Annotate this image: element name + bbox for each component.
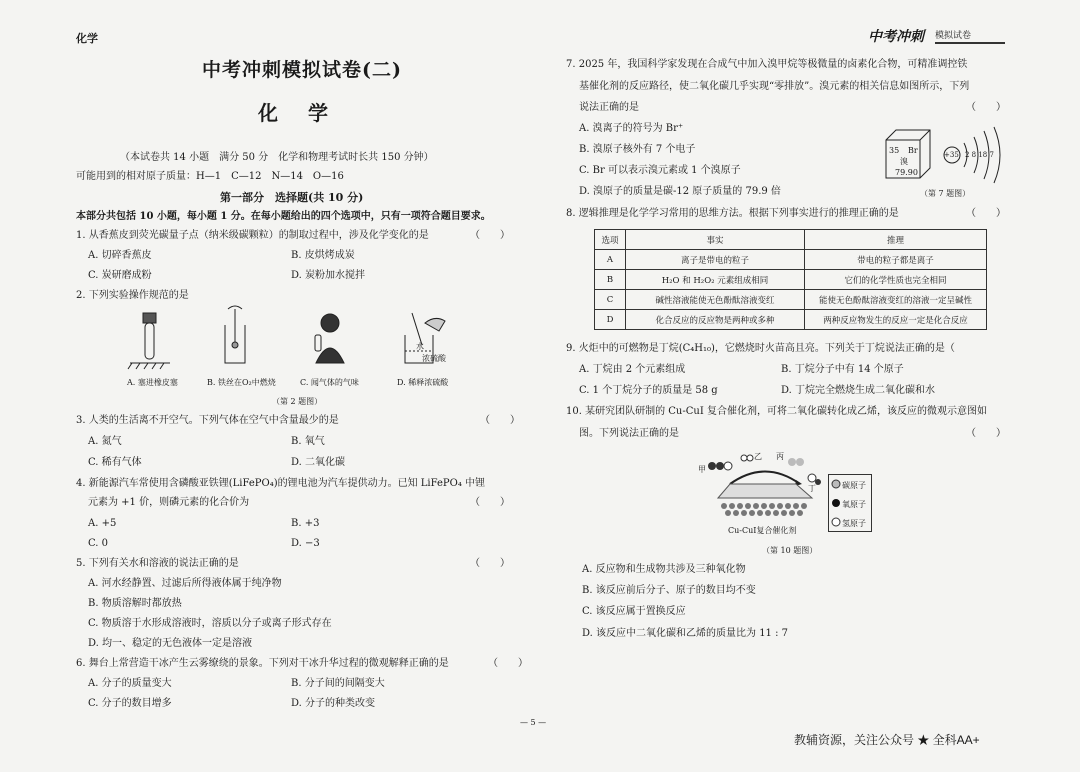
q8-table xyxy=(594,229,987,330)
q3-blank: （ ） xyxy=(480,415,520,426)
q5-option-a: A. 河水经静置、过滤后所得液体属于纯净物 xyxy=(88,578,282,589)
q2-acid-label: 浓硫酸 xyxy=(422,354,446,363)
q9-option-a: A. 丁烷由 2 个元素组成 xyxy=(579,364,686,375)
catalyst-label: Cu-CuI复合催化剂 xyxy=(728,526,797,535)
q2-water-label: 水 xyxy=(416,342,424,351)
brand-logo: 中考冲刺 xyxy=(868,29,924,45)
el-mass: 79.90 xyxy=(895,168,918,177)
q10-option-c: C. 该反应属于置换反应 xyxy=(582,606,686,617)
q10-stem2: 图。下列说法正确的是 xyxy=(579,428,679,439)
table-cell: 能使无色酚酞溶液变红的溶液一定呈碱性 xyxy=(805,290,987,310)
legend-icons xyxy=(830,478,842,530)
part1-heading: 第一部分 选择题(共 10 分) xyxy=(220,191,364,204)
q9-option-c: C. 1 个丁烷分子的质量是 58 g xyxy=(579,385,718,396)
q7-blank: （ ） xyxy=(966,102,1006,113)
el-symbol: Br xyxy=(908,146,918,155)
q10-reaction-diagram xyxy=(700,448,825,523)
q10-blank: （ ） xyxy=(966,428,1006,439)
q10-stem: 10. 某研究团队研制的 Cu-CuI 复合催化剂，可将二氧化碳转化成乙烯，该反应的微观示意图如 xyxy=(566,406,987,417)
label-ding: 丁 xyxy=(808,484,816,493)
q1-option-d: D. 炭粉加水搅拌 xyxy=(291,270,366,281)
q4-option-c: C. 0 xyxy=(88,538,109,549)
q7-option-c: C. Br 可以表示溴元素或 1 个溴原子 xyxy=(579,165,741,176)
page-subtitle: 化学 xyxy=(258,101,358,125)
table-header: 选项 xyxy=(595,230,626,250)
table-cell: 化合反应的反应物是两种或多种 xyxy=(626,310,805,330)
table-cell: H₂O 和 H₂O₂ 元素组成相同 xyxy=(626,270,805,290)
table-row xyxy=(595,270,987,290)
q4-option-b: B. +3 xyxy=(291,518,320,529)
q2-option-b: B. 铁丝在O₂中燃烧 xyxy=(207,378,276,387)
page-number: — 5 — xyxy=(520,718,547,727)
table-header: 推理 xyxy=(805,230,987,250)
q3-option-b: B. 氧气 xyxy=(291,436,325,447)
q6-blank: （ ） xyxy=(488,658,528,669)
legend-oxygen: 氧原子 xyxy=(842,500,866,509)
q6-option-c: C. 分子的数目增多 xyxy=(88,698,172,709)
table-cell: B xyxy=(595,270,626,290)
table-header-row xyxy=(595,230,987,250)
atom-shells: 2 8 18 7 xyxy=(965,151,994,159)
q3-stem: 3. 人类的生活离不开空气。下列气体在空气中含量最少的是 xyxy=(76,415,339,426)
part1-desc: 本部分共包括 10 小题，每小题 1 分。在每小题给出的四个选项中，只有一项符合题目要求。 xyxy=(76,211,491,222)
q8-blank: （ ） xyxy=(966,208,1006,219)
exam-info: （本试卷共 14 小题 满分 50 分 化学和物理考试时长共 150 分钟） xyxy=(120,152,434,163)
q7-stem3: 说法正确的是 xyxy=(579,102,639,113)
brand-sub-text: 模拟试卷 xyxy=(935,31,972,41)
q7-stem: 7. 2025 年，我国科学家发现在合成气中加入溴甲烷等极微量的卤素化合物，可精准调控铁 xyxy=(566,59,968,70)
label-jia: 甲 xyxy=(698,465,706,474)
q1-option-c: C. 炭研磨成粉 xyxy=(88,270,152,281)
q10-option-d: D. 该反应中二氧化碳和乙烯的质量比为 11 : 7 xyxy=(582,628,789,639)
q1-option-a: A. 切碎香蕉皮 xyxy=(88,250,152,261)
q4-option-d: D. −3 xyxy=(291,538,320,549)
table-cell: C xyxy=(595,290,626,310)
q10-option-a: A. 反应物和生成物共涉及三种氧化物 xyxy=(582,564,746,575)
label-yi: 乙 xyxy=(754,452,762,461)
atom-nucleus: +35 xyxy=(944,151,959,159)
q5-option-c: C. 物质溶于水形成溶液时，溶质以分子或离子形式存在 xyxy=(88,618,332,629)
q5-option-b: B. 物质溶解时都放热 xyxy=(88,598,182,609)
q3-option-c: C. 稀有气体 xyxy=(88,457,142,468)
q3-option-a: A. 氮气 xyxy=(88,436,122,447)
page-title: 中考冲刺模拟试卷(二) xyxy=(202,59,402,81)
el-number: 35 xyxy=(889,146,900,155)
q4-stem2: 元素为 +1 价，则磷元素的化合价为 xyxy=(88,497,250,508)
q3-option-d: D. 二氧化碳 xyxy=(291,457,346,468)
table-cell: A xyxy=(595,250,626,270)
q5-option-d: D. 均一、稳定的无色液体一定是溶液 xyxy=(88,638,253,649)
table-cell: 离子是带电的粒子 xyxy=(626,250,805,270)
q7-fig-caption: （第 7 题图） xyxy=(920,189,971,198)
q6-option-a: A. 分子的质量变大 xyxy=(88,678,172,689)
q2-stem: 2. 下列实验操作规范的是 xyxy=(76,290,189,301)
q1-stem: 1. 从香蕉皮到荧光碳量子点（纳米级碳颗粒）的制取过程中，涉及化学变化的是 xyxy=(76,230,429,241)
q10-option-b: B. 该反应前后分子、原子的数目均不变 xyxy=(582,585,756,596)
q2-option-a: A. 塞进橡皮塞 xyxy=(127,378,178,387)
q8-stem: 8. 逻辑推理是化学学习常用的思维方法。根据下列事实进行的推理正确的是 xyxy=(566,208,899,219)
table-cell: 两种反应物发生的反应一定是化合反应 xyxy=(805,310,987,330)
table-cell: 它们的化学性质也完全相同 xyxy=(805,270,987,290)
q9-stem: 9. 火炬中的可燃物是丁烷(C₄H₁₀)，它燃烧时火苗高且亮。下列关于丁烷说法正确的是（ xyxy=(566,343,955,354)
table-row xyxy=(595,310,987,330)
q4-stem: 4. 新能源汽车常使用含磷酸亚铁锂(LiFePO₄)的锂电池为汽车提供动力。已知 LiFePO₄ 中锂 xyxy=(76,478,486,489)
q9-option-d: D. 丁烷完全燃烧生成二氧化碳和水 xyxy=(781,385,936,396)
q1-blank: （ ） xyxy=(470,230,510,241)
table-cell: D xyxy=(595,310,626,330)
q6-option-d: D. 分子的种类改变 xyxy=(291,698,376,709)
q2-option-d: D. 稀释浓硫酸 xyxy=(397,378,449,387)
q7-option-b: B. 溴原子核外有 7 个电子 xyxy=(579,144,696,155)
q7-stem2: 基催化剂的反应路径，使二氧化碳几乎实现“零排放”。溴元素的相关信息如图所示，下列 xyxy=(579,81,970,92)
q4-option-a: A. +5 xyxy=(88,518,117,529)
q2-option-c: C. 闻气体的气味 xyxy=(300,378,359,387)
q7-option-d: D. 溴原子的质量是碳-12 原子质量的 79.9 倍 xyxy=(579,186,781,197)
table-row xyxy=(595,290,987,310)
q10-fig-caption: （第 10 题图） xyxy=(762,546,818,555)
q4-blank: （ ） xyxy=(470,497,510,508)
table-cell: 碱性溶液能使无色酚酞溶液变红 xyxy=(626,290,805,310)
table-header: 事实 xyxy=(626,230,805,250)
q1-option-b: B. 皮烘烤成炭 xyxy=(291,250,355,261)
table-cell: 带电的粒子都是离子 xyxy=(805,250,987,270)
q9-option-b: B. 丁烷分子中有 14 个原子 xyxy=(781,364,904,375)
q6-stem: 6. 舞台上常营造干冰产生云雾缭绕的景象。下列对干冰升华过程的微观解释正确的是 xyxy=(76,658,449,669)
label-bing: 丙 xyxy=(776,452,784,461)
q5-blank: （ ） xyxy=(470,558,510,569)
legend-hydrogen: 氢原子 xyxy=(842,519,866,528)
footer-watermark: 教辅资源，关注公众号 ★ 全科AA+ xyxy=(794,733,980,747)
table-row xyxy=(595,250,987,270)
legend-carbon: 碳原子 xyxy=(842,481,866,490)
q7-option-a: A. 溴离子的符号为 Br⁺ xyxy=(579,123,684,134)
q5-stem: 5. 下列有关水和溶液的说法正确的是 xyxy=(76,558,239,569)
q2-fig-caption: （第 2 题图） xyxy=(272,397,323,406)
atomic-masses: 可能用到的相对原子质量：H—1 C—12 N—14 O—16 xyxy=(76,171,344,182)
brand-subtitle xyxy=(935,28,1005,44)
el-name: 溴 xyxy=(900,157,908,166)
subject-label: 化学 xyxy=(76,32,98,45)
q6-option-b: B. 分子间的间隔变大 xyxy=(291,678,385,689)
